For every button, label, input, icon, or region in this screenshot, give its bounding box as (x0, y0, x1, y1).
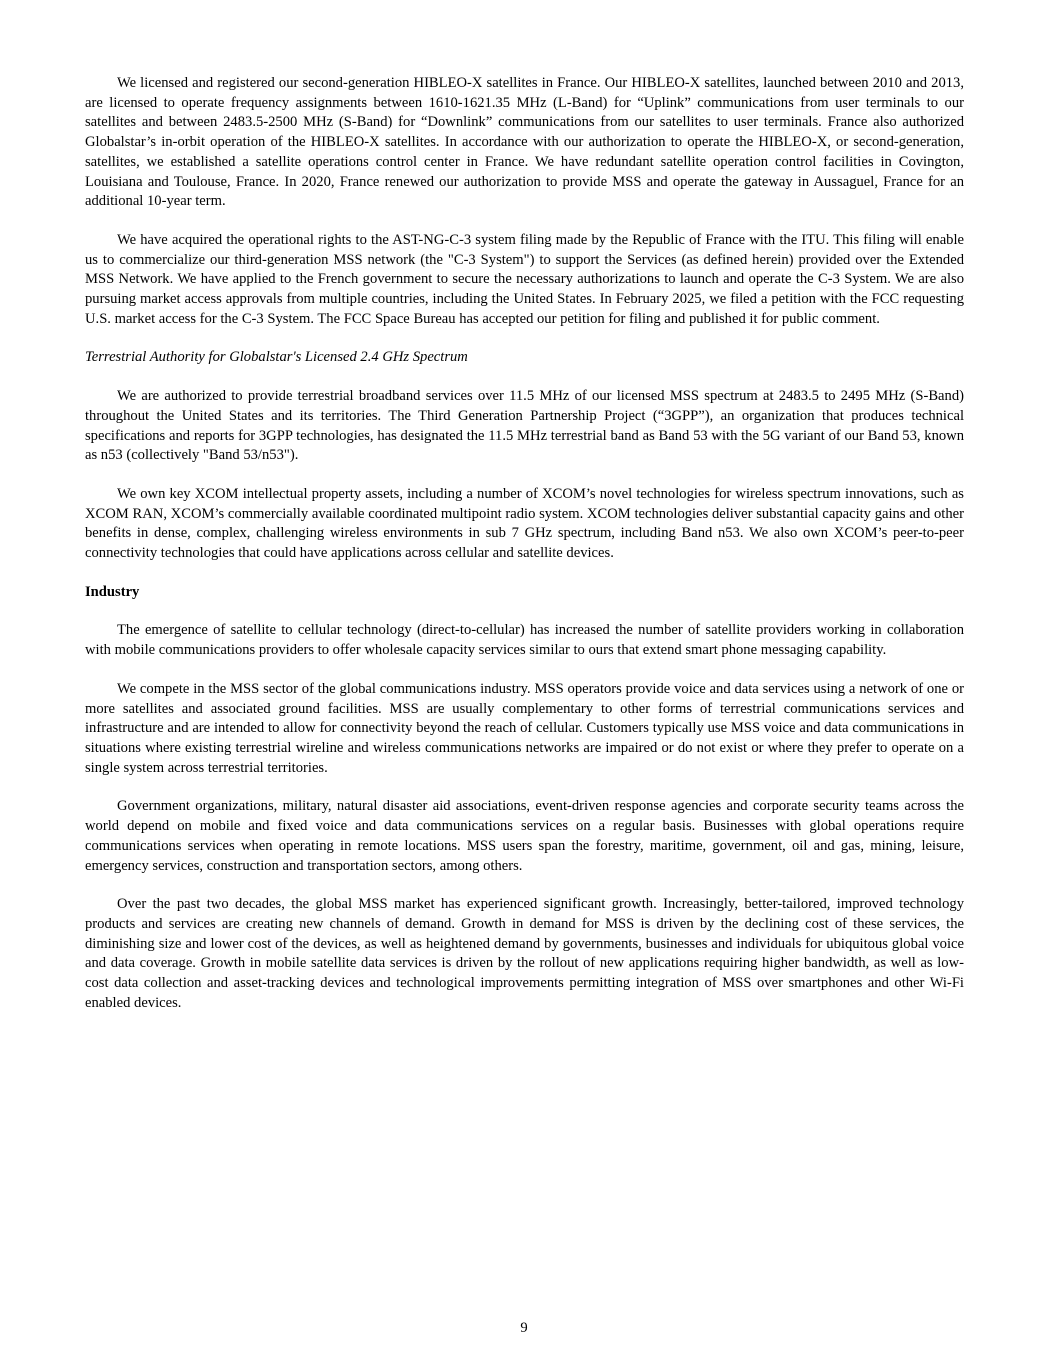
section-heading-industry: Industry (85, 583, 140, 600)
page-number: 9 (520, 1320, 528, 1336)
paragraph-terrestrial-broadband: We are authorized to provide terrestrial broadband services over 11.5 MHz of our licensed MSS spectrum at 2483.5 to 2495 MHz (S-Band) throughout the United States and its territories. The Third Generation Partnership Project (“3GPP”), an organization that produces technical specifications and reports for 3GPP technologies, has designated the 11.5 MHz terrestrial band as Band 53 with the 5G variant of our Band 53, known as n53 (collectively "Band 53/n53"). (85, 388, 964, 464)
paragraph-mss-users: Government organizations, military, natural disaster aid associations, event-driven response agencies and corporate security teams across the world depend on mobile and fixed voice and data communications services on a regular basis. Businesses with global operations require communications services when operating in remote locations. MSS users span the forestry, maritime, government, oil and gas, mining, leisure, emergency services, construction and transportation sectors, among others. (85, 798, 964, 874)
section-subheading-terrestrial-authority: Terrestrial Authority for Globalstar's Licensed 2.4 GHz Spectrum (85, 349, 468, 366)
paragraph-direct-to-cellular: The emergence of satellite to cellular technology (direct-to-cellular) has increased the number of satellite providers working in collaboration with mobile communications providers to offer wholesale capacity services similar to ours that extend smart phone messaging capability. (85, 622, 964, 659)
paragraph-hibleo-x-licensing: We licensed and registered our second-generation HIBLEO-X satellites in France. Our HIBLEO-X satellites, launched between 2010 and 2013, are licensed to operate frequency assignments between 1610-1621.35 MHz (L-Band) for “Uplink” communications from user terminals to our satellites and between 2483.5-2500 MHz (S-Band) for “Downlink” communications from our satellites to user terminals. France also authorized Globalstar’s in-orbit operation of the HIBLEO-X satellites. In accordance with our authorization to operate the HIBLEO-X, or second-generation, satellites, we established a satellite operations control center in France. We have redundant satellite operation control facilities in Covington, Louisiana and Toulouse, France. In 2020, France renewed our authorization to provide MSS and operate the gateway in Aussaguel, France for an additional 10-year term. (85, 75, 964, 210)
document-page (85, 74, 964, 1032)
paragraph-mss-sector: We compete in the MSS sector of the global communications industry. MSS operators provide voice and data services using a network of one or more satellites and associated ground facilities. MSS are usually complementary to other forms of terrestrial communications services and infrastructure and are intended to allow for connectivity beyond the reach of cellular. Customers typically use MSS voice and data communications in situations where existing terrestrial wireline and wireless communications networks are impaired or do not exist or where they prefer to operate on a single system across terrestrial territories. (85, 680, 964, 776)
paragraph-c3-system: We have acquired the operational rights to the AST-NG-C-3 system filing made by the Republic of France with the ITU. This filing will enable us to commercialize our third-generation MSS network (the "C-3 System") to support the Services (as defined herein) provided over the Extended MSS Network. We have applied to the French government to secure the necessary authorizations to launch and operate the C-3 System. We are also pursuing market access approvals from multiple countries, including the United States. In February 2025, we filed a petition with the FCC requesting U.S. market access for the C-3 System. The FCC Space Bureau has accepted our petition for filing and published it for public comment. (85, 231, 964, 327)
paragraph-mss-market-growth: Over the past two decades, the global MSS market has experienced significant growth. Increasingly, better-tailored, improved technology products and services are creating new channels of demand. Growth in demand for MSS is driven by the declining cost of these services, the diminishing size and lower cost of the devices, as well as heightened demand by governments, businesses and individuals for ubiquitous global voice and data coverage. Growth in mobile satellite data services is driven by the rollout of new applications requiring higher bandwidth, as well as low-cost data collection and asset-tracking devices and technological improvements permitting integration of MSS over smartphones and other Wi-Fi enabled devices. (85, 896, 964, 1011)
paragraph-xcom-assets: We own key XCOM intellectual property assets, including a number of XCOM’s novel technologies for wireless spectrum innovations, such as XCOM RAN, XCOM’s commercially available coordinated multipoint radio system. XCOM technologies deliver substantial capacity gains and other benefits in dense, complex, challenging wireless environments in sub 7 GHz spectrum, including Band n53. We also own XCOM’s peer-to-peer connectivity technologies that could have applications across cellular and satellite devices. (85, 485, 964, 562)
